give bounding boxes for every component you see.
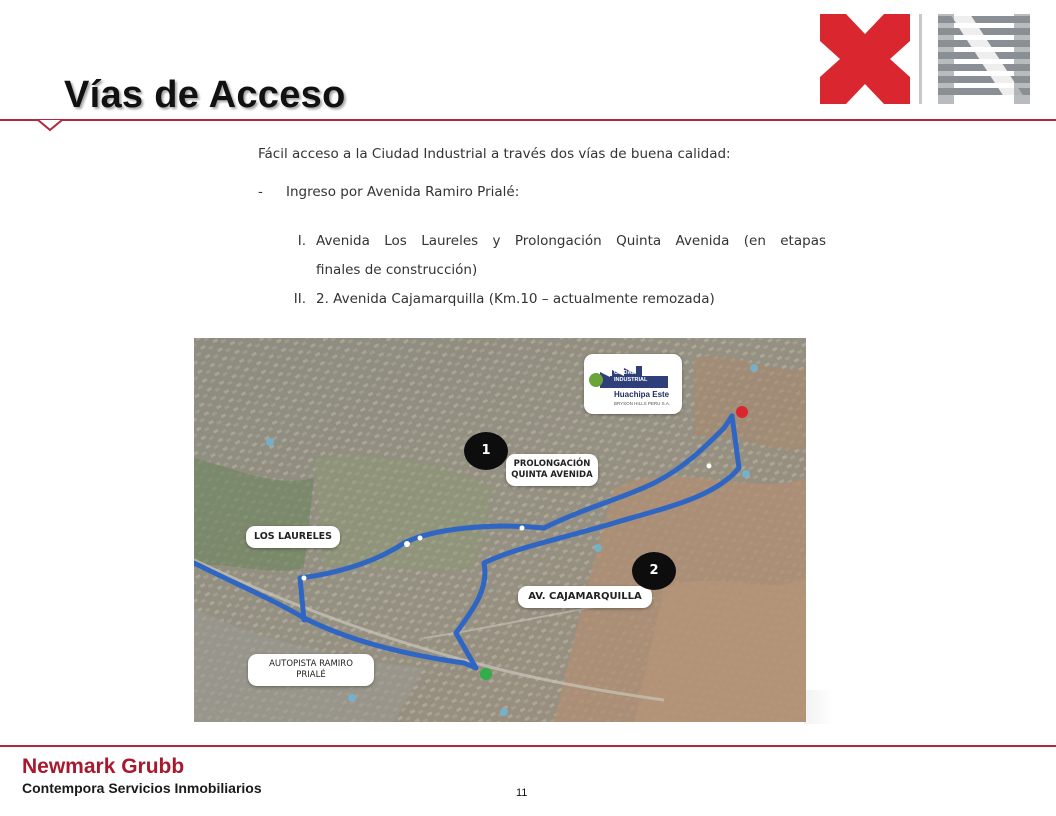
list-item-text-continued: finales de construcción)	[316, 262, 478, 278]
brand-subtitle: Contempora Servicios Inmobiliarios	[22, 780, 262, 796]
callout-los-laureles: LOS LAURELES	[246, 526, 340, 548]
callout-autopista: AUTOPISTA RAMIRO PRIALÉ	[248, 654, 374, 686]
list-item-text: 2. Avenida Cajamarquilla (Km.10 – actualmente remozada)	[316, 291, 715, 307]
intro-text: Fácil acceso a la Ciudad Industrial a través dos vías de buena calidad:	[258, 146, 731, 162]
list-item-number: II.	[293, 291, 306, 307]
bullet-dash: -	[258, 184, 263, 200]
slide-title: Vías de Acceso	[64, 74, 346, 116]
brand-name: Newmark Grubb	[22, 755, 185, 778]
list-item-text: Avenida Los Laureles y Prolongación Quinta Avenida (en etapas	[316, 233, 826, 249]
callout-prolongacion: PROLONGACIÓN QUINTA AVENIDA	[506, 454, 598, 486]
route-badge-1: 1	[464, 432, 508, 470]
title-divider	[0, 118, 1056, 134]
logo-line-3: Huachipa Este	[614, 390, 670, 399]
access-map	[194, 338, 806, 722]
company-logo	[820, 14, 1032, 106]
destination-logo-card	[584, 354, 682, 414]
logo-line-4: BRYSON HILLS PERU S.A.	[614, 401, 671, 406]
route-badge-2: 2	[632, 552, 676, 590]
destination-marker	[736, 406, 748, 418]
page-number: 11	[516, 787, 528, 799]
bullet-text: Ingreso por Avenida Ramiro Prialé:	[286, 184, 520, 200]
logo-line-1: CIUDAD	[614, 370, 636, 376]
footer-divider	[0, 745, 1056, 747]
footer-brand	[22, 756, 262, 798]
logo-line-2: INDUSTRIAL	[614, 377, 648, 383]
map-shadow	[804, 690, 834, 724]
list-item-number: I.	[297, 233, 306, 249]
start-marker	[480, 668, 492, 680]
callout-av-cajamarquilla: AV. CAJAMARQUILLA	[518, 586, 652, 608]
